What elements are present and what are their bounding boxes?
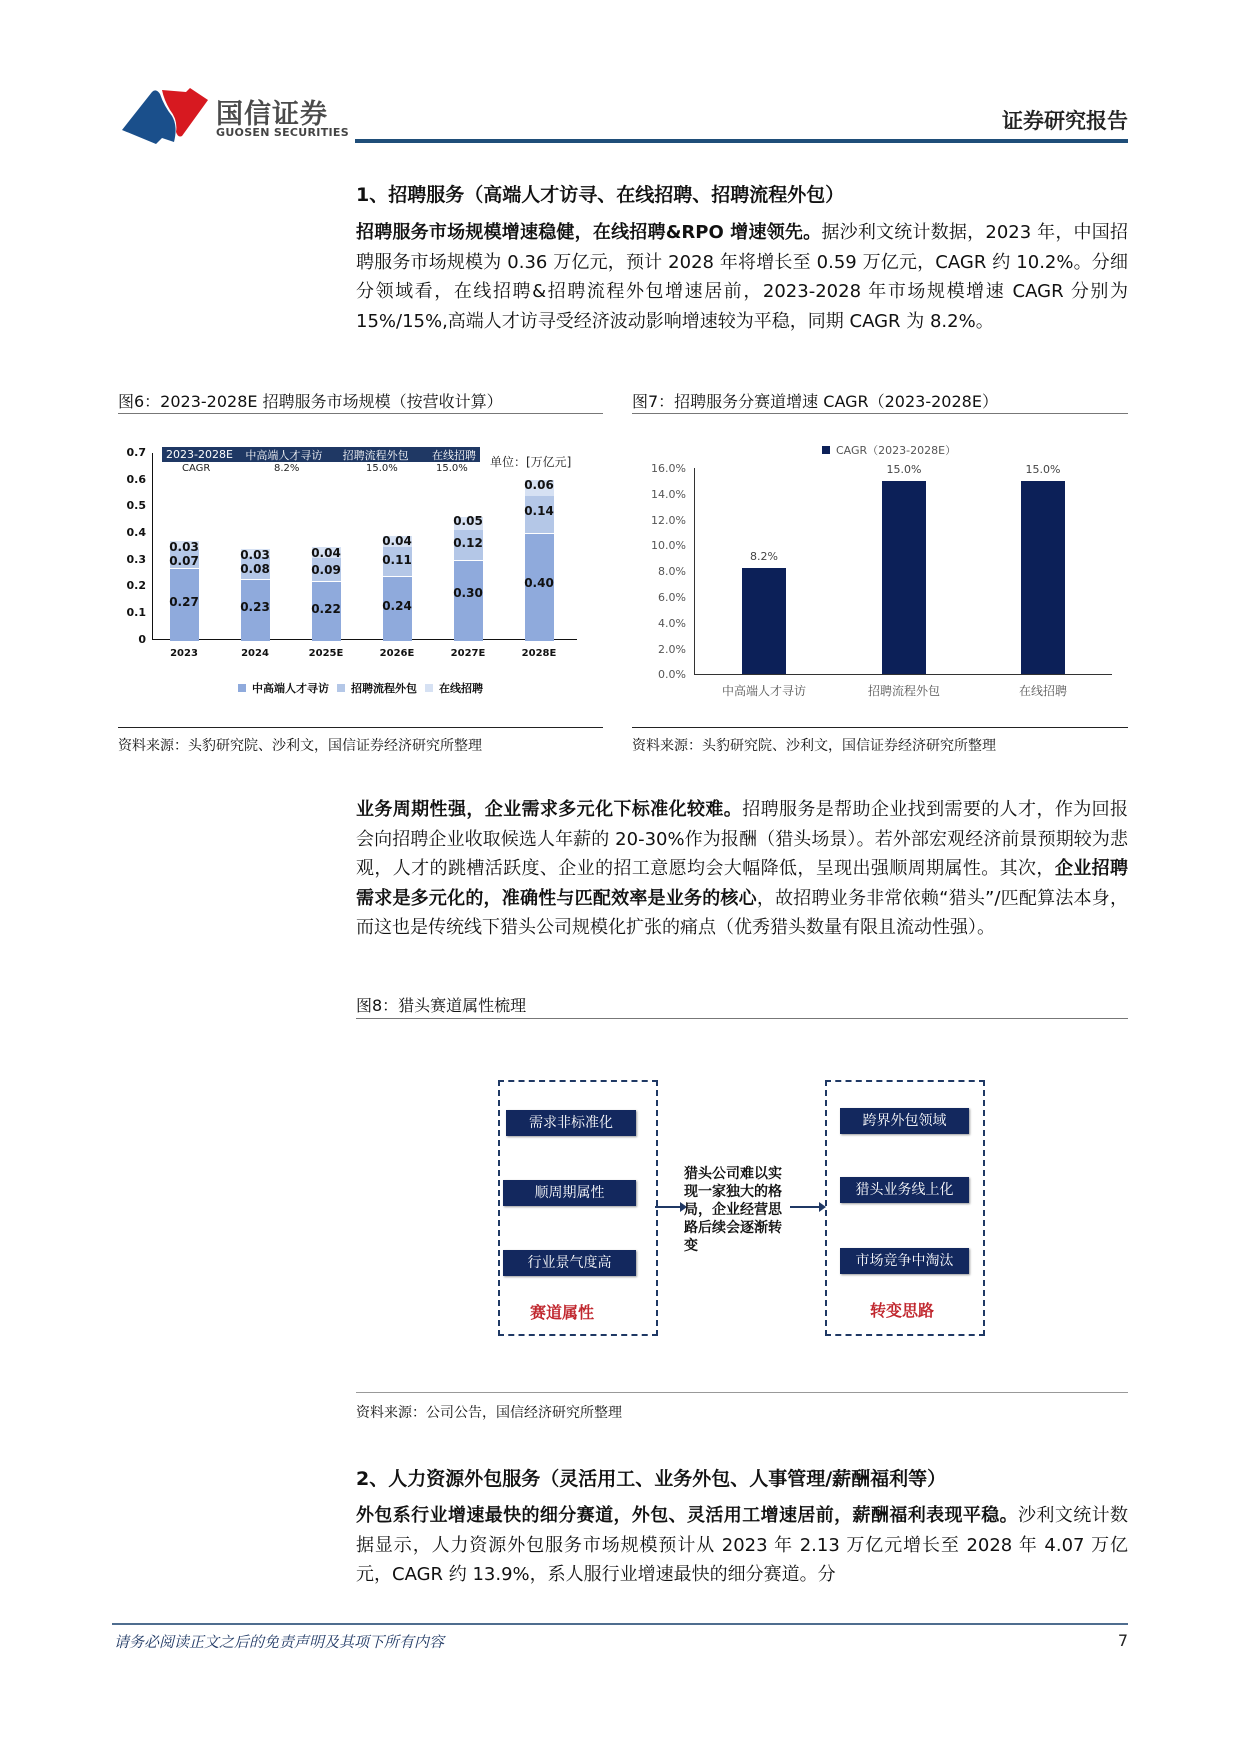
footer-disclaimer: 请务必阅读正文之后的免责声明及其项下所有内容 (114, 1633, 445, 1651)
arrow-right-icon (790, 1206, 824, 1208)
figure-6-rule (118, 413, 603, 414)
figure-7-bar-chart: CAGR（2023-2028E） 16.0% 14.0% 12.0% 10.0% 8.0% 6.0% 4.0% 2.0% 0.0% 8.2% 15.0% 15.0% 中高端人才寻访 招聘流程外包 在线招聘 (630, 430, 1130, 710)
x-axis (152, 639, 577, 640)
track-attributes-label: 赛道属性 (530, 1303, 595, 1322)
section-1-heading: 1、招聘服务（高端人才访寻、在线招聘、招聘流程外包） (356, 184, 845, 206)
figure-7-rule (632, 413, 1128, 414)
attribute-nonstandard: 需求非标准化 (506, 1110, 636, 1136)
guosen-logo-icon (120, 86, 210, 146)
header-divider (355, 139, 1128, 143)
figure-7-title: 图7：招聘服务分赛道增速 CAGR（2023-2028E） (632, 392, 998, 411)
attribute-high-prosperity: 行业景气度高 (503, 1250, 636, 1276)
section-2-paragraph: 外包系行业增速最快的细分赛道，外包、灵活用工增速居前，薪酬福利表现平稳。沙利文统计数据显示，人力资源外包服务市场规模预计从 2023 年 2.13 万亿元增长至 2028 年 4.07 万亿元，CAGR 约 13.9%，系人服行业增速最快的细分赛道。分 (356, 1505, 1128, 1585)
figure-8-rule (356, 1018, 1128, 1019)
bar-2025e (312, 547, 341, 640)
figure-6-stacked-bar-chart: 2023-2028E 中高端人才寻访 招聘流程外包 在线招聘 CAGR 8.2% 15.0% 15.0% 单位：[万亿元] 0.7 0.6 0.5 0.4 0.3 0.2 0.1 0 0.03 0.07 0.27 0.03 0.08 0.23 0.04 0.09 0.22 0.04 0.11 0.24 0.05 0.12 0.30 0.06 0.14 0.40 2023 2024 2025E 2026E 2027E 2028E 中高端人才寻访 招聘流程外包 在线招聘 (118, 440, 603, 700)
middle-conclusion-text: 猎头公司难以实现一家独大的格局，企业经营思路后续会逐渐转变 (684, 1166, 782, 1254)
cagr-table-header: 2023-2028E 中高端人才寻访 招聘流程外包 在线招聘 (162, 447, 480, 462)
chart-legend: 中高端人才寻访 招聘流程外包 在线招聘 (238, 680, 483, 696)
bar-online-recruitment (1021, 481, 1065, 674)
y-axis (694, 468, 695, 674)
bar-rpo (882, 481, 926, 674)
section-1-paragraph (356, 218, 1128, 336)
figure-6-title: 图6：2023-2028E 招聘服务市场规模（按营收计算） (118, 392, 503, 411)
figure-6-bottom-rule (118, 727, 603, 728)
figure-8-title: 图8：猎头赛道属性梳理 (356, 996, 527, 1015)
legend-swatch-icon (238, 684, 246, 692)
transformation-label: 转变思路 (870, 1301, 935, 1320)
bar-2026e (383, 536, 412, 640)
legend-swatch-icon (822, 446, 830, 454)
unit-label: 单位：[万亿元] (490, 455, 572, 469)
report-type-label: 证券研究报告 (1002, 109, 1128, 133)
chart-legend: CAGR（2023-2028E） (822, 442, 956, 458)
transformation-elimination: 市场竞争中淘汰 (840, 1248, 969, 1274)
transformation-online: 猎头业务线上化 (840, 1177, 969, 1203)
legend-swatch-icon (337, 684, 345, 692)
paragraph-body: 据沙利文统计数据，2023 年，中国招聘服务市场规模为 0.36 万亿元，预计 2028 年将增长至 0.59 万亿元，CAGR 约 10.2%。分细分领域看，在线招聘&招聘流程外包增速居前，2023-2028 年市场规模增速 CAGR 分别为 15%/15%,高端人才访寻受经济波动影响增速较为平稳，同期 CAGR 为 8.2%。 (356, 222, 1128, 332)
section-2-heading: 2、人力资源外包服务（灵活用工、业务外包、人事管理/薪酬福利等） (356, 1468, 947, 1490)
figure-6-source: 资料来源：头豹研究院、沙利文，国信证券经济研究所整理 (118, 738, 482, 754)
brand-name-cn: 国信证券 (216, 99, 328, 130)
transformation-cross-border: 跨界外包领域 (840, 1108, 969, 1134)
arrow-right-icon (655, 1206, 685, 1208)
figure-8-source: 资料来源：公司公告，国信经济研究所整理 (356, 1405, 622, 1421)
paragraph-lead: 招聘服务市场规模增速稳健，在线招聘&RPO 增速领先。 (356, 222, 822, 243)
bar-high-end-search (742, 568, 786, 674)
figure-7-source: 资料来源：头豹研究院、沙利文，国信证券经济研究所整理 (632, 738, 996, 754)
attribute-procyclical: 顺周期属性 (503, 1180, 636, 1206)
brand-name-en: GUOSEN SECURITIES (216, 126, 349, 139)
legend-swatch-icon (425, 684, 433, 692)
figure-8-bottom-rule (356, 1392, 1128, 1393)
x-axis (694, 674, 1112, 675)
page-number: 7 (1117, 1631, 1128, 1650)
section-1-paragraph-2: 业务周期性强，企业需求多元化下标准化较难。招聘服务是帮助企业找到需要的人才，作为回报会向招聘企业收取候选人年薪的 20-30%作为报酬（猎头场景）。若外部宏观经济前景预期较为悲观，人才的跳槽活跃度、企业的招工意愿均会大幅降低，呈现出强顺周期属性。其次，企业招聘需求是多元化的，准确性与匹配效率是业务的核心，故招聘业务非常依赖“猎头”/匹配算法本身，而这也是传统线下猎头公司规模化扩张的痛点（优秀猎头数量有限且流动性强）。 (356, 799, 1129, 938)
figure-7-bottom-rule (632, 727, 1128, 728)
footer-divider (112, 1623, 1128, 1625)
y-axis (152, 453, 153, 640)
